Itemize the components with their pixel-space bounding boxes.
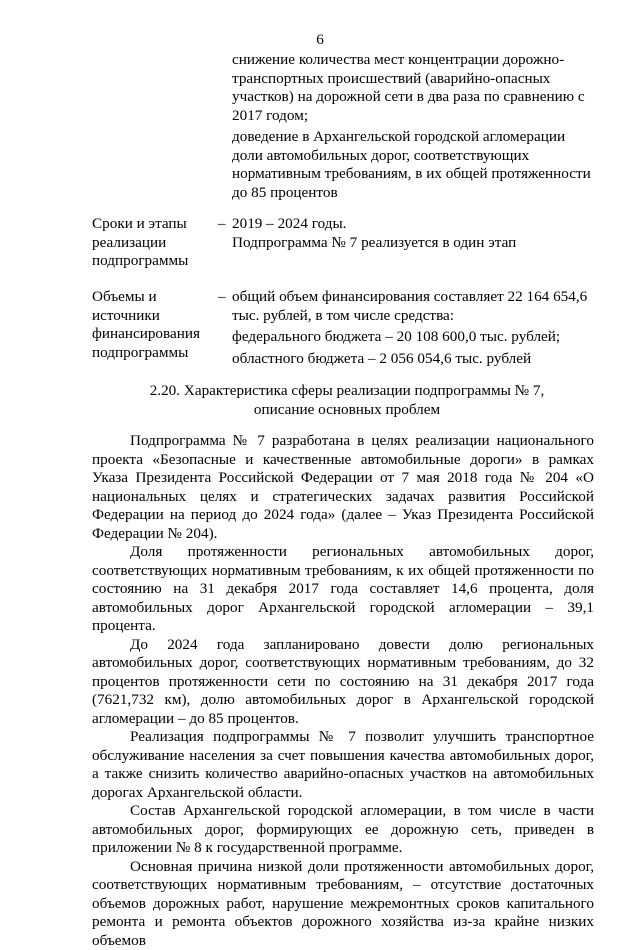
paragraph: Состав Архангельской городской агломерации, в том числе в части автомобильных дорог, формирующих ее дорожную сеть, приведен в приложении № 8 к государственной программе. <box>92 802 594 858</box>
paragraph: Подпрограмма № 7 разработана в целях реализации национального проекта «Безопасные и качественные автомобильные дороги» в рамках Указа Президента Российской Федерации от 7 мая 2018 года № 204 «О национальных целях и стратегических задачах развития Российской Федерации на период до 2024 года» (далее – Указ Президента Российской Федерации № 204). <box>92 432 594 543</box>
funding-line: федерального бюджета – 20 108 600,0 тыс. рублей; <box>232 328 602 347</box>
section-heading <box>92 382 602 419</box>
terms-line: Подпрограмма № 7 реализуется в один этап <box>232 234 602 253</box>
paragraph: Реализация подпрограммы № 7 позволит улучшить транспортное обслуживание населения за счет повышения качества автомобильных дорог, а также снизить количество аварийно-опасных участков на автомобильных дорогах Архангельской области. <box>92 728 594 802</box>
paragraph: Основная причина низкой доли протяженности автомобильных дорог, соответствующих нормативным требованиям, – отсутствие достаточных объемов дорожных работ, нарушение межремонтных сроков капитального ремонта и ремонта объектов дорожного хозяйства из-за крайне низких объемов <box>92 858 594 950</box>
terms-content <box>232 215 602 252</box>
funding-line: общий объем финансирования составляет 22 164 654,6 тыс. рублей, в том числе средства: <box>232 288 602 325</box>
body-text <box>92 432 594 950</box>
goals-block <box>232 51 592 202</box>
section-heading-line: описание основных проблем <box>92 401 602 420</box>
terms-dash: – <box>218 215 226 234</box>
paragraph: До 2024 года запланировано довести долю региональных автомобильных дорог, соответствующих нормативным требованиям, до 32 процентов протяженности сети по состоянию на 31 декабря 2017 года (7621,732 км), долю автомобильных дорог в Архангельской городской агломерации – до 85 процентов. <box>92 636 594 729</box>
section-heading-line: 2.20. Характеристика сферы реализации подпрограммы № 7, <box>92 382 602 401</box>
funding-line: областного бюджета – 2 056 054,6 тыс. рублей <box>232 350 602 369</box>
page-number: 6 <box>0 31 640 50</box>
funding-dash: – <box>218 288 226 307</box>
goal-item: снижение количества мест концентрации дорожно-транспортных происшествий (аварийно-опасных участков) на дорожной сети в два раза по сравнению с 2017 годом; <box>232 51 592 125</box>
goal-item: доведение в Архангельской городской агломерации доли автомобильных дорог, соответствующих нормативным требованиям, в их общей протяженности до 85 процентов <box>232 128 592 202</box>
funding-content <box>232 288 602 368</box>
paragraph: Доля протяженности региональных автомобильных дорог, соответствующих нормативным требованиям, к их общей протяженности по состоянию на 31 декабря 2017 года составляет 14,6 процента, доля автомобильных дорог Архангельской городской агломерации – 39,1 процента. <box>92 543 594 636</box>
terms-line: 2019 – 2024 годы. <box>232 215 602 234</box>
funding-label: Объемы и источники финансирования подпрограммы <box>92 288 212 362</box>
terms-label: Сроки и этапы реализации подпрограммы <box>92 215 212 271</box>
